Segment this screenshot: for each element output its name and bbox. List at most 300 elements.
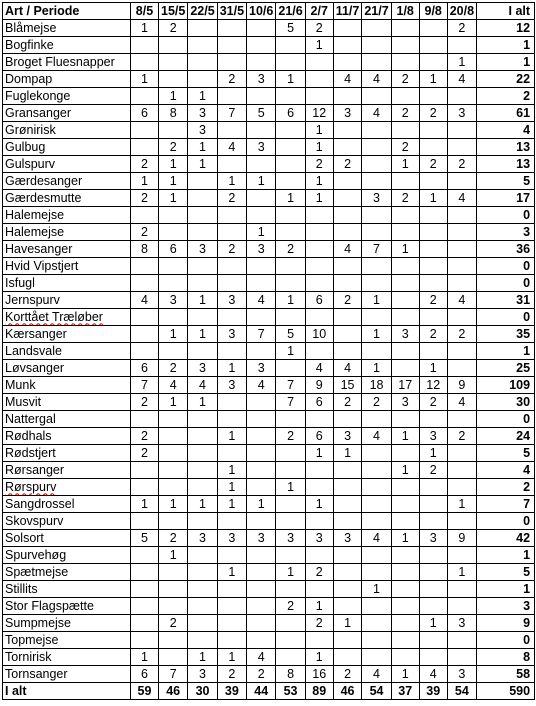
- count-cell[interactable]: [419, 241, 447, 258]
- count-cell[interactable]: 2: [333, 156, 362, 173]
- count-cell[interactable]: 2: [419, 326, 447, 343]
- species-name-cell[interactable]: Rørsanger: [3, 462, 131, 479]
- grand-total-cell[interactable]: 590: [477, 683, 535, 700]
- count-cell[interactable]: [131, 479, 159, 496]
- count-cell[interactable]: [333, 632, 362, 649]
- count-cell[interactable]: [447, 309, 476, 326]
- count-cell[interactable]: 8: [159, 105, 188, 122]
- count-cell[interactable]: [419, 598, 447, 615]
- count-cell[interactable]: [419, 122, 447, 139]
- count-cell[interactable]: [305, 513, 333, 530]
- header-period[interactable]: 9/8: [419, 3, 447, 20]
- count-cell[interactable]: [159, 479, 188, 496]
- count-cell[interactable]: 6: [276, 105, 305, 122]
- count-cell[interactable]: [247, 547, 276, 564]
- count-cell[interactable]: 8: [131, 241, 159, 258]
- count-cell[interactable]: 1: [333, 615, 362, 632]
- count-cell[interactable]: [247, 632, 276, 649]
- count-cell[interactable]: [188, 479, 217, 496]
- species-name-cell[interactable]: Korttået Træløber: [3, 309, 131, 326]
- count-cell[interactable]: 1: [276, 479, 305, 496]
- count-cell[interactable]: [217, 20, 246, 37]
- count-cell[interactable]: [159, 275, 188, 292]
- count-cell[interactable]: [131, 122, 159, 139]
- count-cell[interactable]: [159, 54, 188, 71]
- count-cell[interactable]: [419, 37, 447, 54]
- row-total-cell[interactable]: 25: [477, 360, 535, 377]
- count-cell[interactable]: [188, 513, 217, 530]
- count-cell[interactable]: [305, 275, 333, 292]
- count-cell[interactable]: [188, 309, 217, 326]
- row-total-cell[interactable]: 3: [477, 224, 535, 241]
- count-cell[interactable]: [131, 632, 159, 649]
- count-cell[interactable]: [391, 54, 419, 71]
- species-name-cell[interactable]: Kærsanger: [3, 326, 131, 343]
- species-name-cell[interactable]: Gulbug: [3, 139, 131, 156]
- count-cell[interactable]: [188, 445, 217, 462]
- count-cell[interactable]: [159, 71, 188, 88]
- count-cell[interactable]: [188, 428, 217, 445]
- count-cell[interactable]: 4: [362, 428, 391, 445]
- count-cell[interactable]: [362, 445, 391, 462]
- row-total-cell[interactable]: 1: [477, 37, 535, 54]
- count-cell[interactable]: [362, 564, 391, 581]
- count-cell[interactable]: 1: [188, 496, 217, 513]
- count-cell[interactable]: 1: [391, 241, 419, 258]
- count-cell[interactable]: 2: [333, 666, 362, 683]
- count-cell[interactable]: [391, 564, 419, 581]
- count-cell[interactable]: 1: [217, 564, 246, 581]
- count-cell[interactable]: 1: [447, 564, 476, 581]
- row-total-cell[interactable]: 61: [477, 105, 535, 122]
- count-cell[interactable]: 3: [447, 105, 476, 122]
- row-total-cell[interactable]: 4: [477, 122, 535, 139]
- count-cell[interactable]: 1: [419, 615, 447, 632]
- count-cell[interactable]: 2: [247, 666, 276, 683]
- count-cell[interactable]: [276, 411, 305, 428]
- count-cell[interactable]: 1: [276, 343, 305, 360]
- count-cell[interactable]: 1: [188, 394, 217, 411]
- count-cell[interactable]: [159, 343, 188, 360]
- count-cell[interactable]: [159, 224, 188, 241]
- count-cell[interactable]: 3: [217, 292, 246, 309]
- species-name-cell[interactable]: Havesanger: [3, 241, 131, 258]
- summary-cell[interactable]: 39: [217, 683, 246, 700]
- count-cell[interactable]: [391, 581, 419, 598]
- count-cell[interactable]: [247, 190, 276, 207]
- count-cell[interactable]: [188, 207, 217, 224]
- count-cell[interactable]: [447, 122, 476, 139]
- count-cell[interactable]: [419, 649, 447, 666]
- count-cell[interactable]: 1: [447, 54, 476, 71]
- count-cell[interactable]: [276, 139, 305, 156]
- count-cell[interactable]: 1: [391, 530, 419, 547]
- count-cell[interactable]: 2: [131, 428, 159, 445]
- count-cell[interactable]: [447, 462, 476, 479]
- count-cell[interactable]: 9: [305, 377, 333, 394]
- count-cell[interactable]: 1: [333, 445, 362, 462]
- header-period[interactable]: 1/8: [391, 3, 419, 20]
- count-cell[interactable]: 4: [419, 666, 447, 683]
- count-cell[interactable]: [131, 207, 159, 224]
- count-cell[interactable]: [391, 343, 419, 360]
- count-cell[interactable]: 3: [217, 326, 246, 343]
- count-cell[interactable]: 4: [362, 71, 391, 88]
- species-name-cell[interactable]: Sumpmejse: [3, 615, 131, 632]
- count-cell[interactable]: [419, 173, 447, 190]
- count-cell[interactable]: [159, 309, 188, 326]
- count-cell[interactable]: [447, 343, 476, 360]
- count-cell[interactable]: [419, 411, 447, 428]
- count-cell[interactable]: 2: [447, 428, 476, 445]
- count-cell[interactable]: [188, 581, 217, 598]
- count-cell[interactable]: 2: [333, 394, 362, 411]
- count-cell[interactable]: [362, 37, 391, 54]
- count-cell[interactable]: [131, 88, 159, 105]
- count-cell[interactable]: [362, 207, 391, 224]
- count-cell[interactable]: 3: [305, 530, 333, 547]
- count-cell[interactable]: 2: [447, 20, 476, 37]
- count-cell[interactable]: [447, 241, 476, 258]
- row-total-cell[interactable]: 9: [477, 615, 535, 632]
- count-cell[interactable]: [131, 598, 159, 615]
- count-cell[interactable]: [276, 173, 305, 190]
- count-cell[interactable]: 1: [188, 139, 217, 156]
- species-name-cell[interactable]: Gulspurv: [3, 156, 131, 173]
- count-cell[interactable]: [188, 411, 217, 428]
- count-cell[interactable]: 1: [419, 445, 447, 462]
- count-cell[interactable]: 2: [391, 190, 419, 207]
- count-cell[interactable]: 3: [159, 292, 188, 309]
- summary-cell[interactable]: 54: [447, 683, 476, 700]
- count-cell[interactable]: [362, 54, 391, 71]
- summary-cell[interactable]: 89: [305, 683, 333, 700]
- count-cell[interactable]: [333, 479, 362, 496]
- count-cell[interactable]: [447, 649, 476, 666]
- count-cell[interactable]: 2: [447, 156, 476, 173]
- count-cell[interactable]: 4: [247, 377, 276, 394]
- count-cell[interactable]: [188, 598, 217, 615]
- count-cell[interactable]: [305, 547, 333, 564]
- count-cell[interactable]: 1: [217, 428, 246, 445]
- species-name-cell[interactable]: Grønirisk: [3, 122, 131, 139]
- count-cell[interactable]: [447, 513, 476, 530]
- count-cell[interactable]: [217, 632, 246, 649]
- count-cell[interactable]: [362, 632, 391, 649]
- count-cell[interactable]: [333, 54, 362, 71]
- count-cell[interactable]: 2: [159, 360, 188, 377]
- count-cell[interactable]: [333, 649, 362, 666]
- count-cell[interactable]: 1: [305, 122, 333, 139]
- count-cell[interactable]: [305, 411, 333, 428]
- count-cell[interactable]: [276, 207, 305, 224]
- count-cell[interactable]: [391, 360, 419, 377]
- count-cell[interactable]: [131, 37, 159, 54]
- count-cell[interactable]: 4: [188, 377, 217, 394]
- count-cell[interactable]: 4: [217, 139, 246, 156]
- species-name-cell[interactable]: Isfugl: [3, 275, 131, 292]
- count-cell[interactable]: [159, 411, 188, 428]
- count-cell[interactable]: [447, 411, 476, 428]
- count-cell[interactable]: [419, 632, 447, 649]
- species-name-cell[interactable]: Gærdesmutte: [3, 190, 131, 207]
- count-cell[interactable]: [333, 122, 362, 139]
- count-cell[interactable]: 17: [391, 377, 419, 394]
- count-cell[interactable]: 2: [217, 666, 246, 683]
- count-cell[interactable]: [362, 615, 391, 632]
- header-species[interactable]: Art / Periode: [3, 3, 131, 20]
- count-cell[interactable]: [276, 122, 305, 139]
- count-cell[interactable]: [159, 581, 188, 598]
- count-cell[interactable]: [333, 207, 362, 224]
- row-total-cell[interactable]: 0: [477, 632, 535, 649]
- count-cell[interactable]: [333, 496, 362, 513]
- count-cell[interactable]: [159, 445, 188, 462]
- count-cell[interactable]: [391, 224, 419, 241]
- count-cell[interactable]: 1: [217, 462, 246, 479]
- row-total-cell[interactable]: 42: [477, 530, 535, 547]
- count-cell[interactable]: 1: [131, 71, 159, 88]
- count-cell[interactable]: [217, 37, 246, 54]
- count-cell[interactable]: 1: [159, 326, 188, 343]
- count-cell[interactable]: 6: [131, 105, 159, 122]
- species-name-cell[interactable]: Skovspurv: [3, 513, 131, 530]
- count-cell[interactable]: [217, 547, 246, 564]
- count-cell[interactable]: 1: [131, 649, 159, 666]
- count-cell[interactable]: 3: [188, 666, 217, 683]
- count-cell[interactable]: [305, 309, 333, 326]
- count-cell[interactable]: 3: [391, 394, 419, 411]
- header-period[interactable]: 15/5: [159, 3, 188, 20]
- count-cell[interactable]: 1: [159, 190, 188, 207]
- count-cell[interactable]: 7: [276, 377, 305, 394]
- count-cell[interactable]: [188, 190, 217, 207]
- count-cell[interactable]: [131, 547, 159, 564]
- count-cell[interactable]: [447, 479, 476, 496]
- count-cell[interactable]: [131, 139, 159, 156]
- count-cell[interactable]: [217, 513, 246, 530]
- summary-cell[interactable]: 44: [247, 683, 276, 700]
- count-cell[interactable]: [159, 207, 188, 224]
- count-cell[interactable]: 1: [188, 292, 217, 309]
- count-cell[interactable]: 2: [333, 292, 362, 309]
- count-cell[interactable]: 1: [305, 598, 333, 615]
- count-cell[interactable]: 3: [188, 122, 217, 139]
- count-cell[interactable]: 2: [447, 326, 476, 343]
- count-cell[interactable]: [276, 513, 305, 530]
- count-cell[interactable]: 3: [247, 71, 276, 88]
- count-cell[interactable]: [333, 564, 362, 581]
- row-total-cell[interactable]: 2: [477, 88, 535, 105]
- count-cell[interactable]: 1: [362, 581, 391, 598]
- count-cell[interactable]: [247, 258, 276, 275]
- count-cell[interactable]: 2: [391, 139, 419, 156]
- species-name-cell[interactable]: Jernspurv: [3, 292, 131, 309]
- count-cell[interactable]: [419, 343, 447, 360]
- count-cell[interactable]: 3: [217, 377, 246, 394]
- species-name-cell[interactable]: Løvsanger: [3, 360, 131, 377]
- count-cell[interactable]: [276, 37, 305, 54]
- count-cell[interactable]: 6: [131, 360, 159, 377]
- count-cell[interactable]: 2: [391, 105, 419, 122]
- count-cell[interactable]: [247, 428, 276, 445]
- count-cell[interactable]: 4: [333, 360, 362, 377]
- count-cell[interactable]: [305, 258, 333, 275]
- count-cell[interactable]: 7: [159, 666, 188, 683]
- count-cell[interactable]: 1: [305, 173, 333, 190]
- count-cell[interactable]: [419, 479, 447, 496]
- count-cell[interactable]: 4: [131, 292, 159, 309]
- count-cell[interactable]: 3: [419, 428, 447, 445]
- row-total-cell[interactable]: 58: [477, 666, 535, 683]
- count-cell[interactable]: [247, 598, 276, 615]
- count-cell[interactable]: 12: [419, 377, 447, 394]
- count-cell[interactable]: [305, 479, 333, 496]
- count-cell[interactable]: 8: [276, 666, 305, 683]
- count-cell[interactable]: 3: [247, 530, 276, 547]
- header-period[interactable]: 2/7: [305, 3, 333, 20]
- species-name-cell[interactable]: Hvid Vipstjert: [3, 258, 131, 275]
- count-cell[interactable]: [217, 411, 246, 428]
- count-cell[interactable]: [419, 496, 447, 513]
- header-period[interactable]: 20/8: [447, 3, 476, 20]
- count-cell[interactable]: [419, 581, 447, 598]
- count-cell[interactable]: [217, 54, 246, 71]
- count-cell[interactable]: [391, 632, 419, 649]
- count-cell[interactable]: [276, 649, 305, 666]
- species-name-cell[interactable]: Dompap: [3, 71, 131, 88]
- count-cell[interactable]: [247, 309, 276, 326]
- count-cell[interactable]: [419, 54, 447, 71]
- species-name-cell[interactable]: Spætmejse: [3, 564, 131, 581]
- summary-cell[interactable]: 46: [333, 683, 362, 700]
- count-cell[interactable]: 1: [217, 479, 246, 496]
- count-cell[interactable]: [159, 564, 188, 581]
- row-total-cell[interactable]: 7: [477, 496, 535, 513]
- count-cell[interactable]: 1: [188, 88, 217, 105]
- count-cell[interactable]: [159, 122, 188, 139]
- summary-cell[interactable]: 46: [159, 683, 188, 700]
- count-cell[interactable]: [247, 564, 276, 581]
- count-cell[interactable]: [419, 564, 447, 581]
- count-cell[interactable]: 4: [333, 241, 362, 258]
- count-cell[interactable]: 1: [276, 292, 305, 309]
- count-cell[interactable]: 1: [131, 20, 159, 37]
- count-cell[interactable]: 3: [333, 105, 362, 122]
- count-cell[interactable]: [362, 88, 391, 105]
- count-cell[interactable]: [447, 360, 476, 377]
- count-cell[interactable]: 4: [447, 394, 476, 411]
- count-cell[interactable]: [276, 54, 305, 71]
- species-name-cell[interactable]: Stor Flagspætte: [3, 598, 131, 615]
- count-cell[interactable]: 3: [247, 139, 276, 156]
- count-cell[interactable]: [217, 598, 246, 615]
- summary-cell[interactable]: 53: [276, 683, 305, 700]
- count-cell[interactable]: 1: [188, 649, 217, 666]
- count-cell[interactable]: [419, 139, 447, 156]
- count-cell[interactable]: 1: [217, 649, 246, 666]
- count-cell[interactable]: [159, 598, 188, 615]
- count-cell[interactable]: [362, 20, 391, 37]
- count-cell[interactable]: [247, 581, 276, 598]
- count-cell[interactable]: 4: [447, 292, 476, 309]
- count-cell[interactable]: [391, 547, 419, 564]
- header-period[interactable]: 22/5: [188, 3, 217, 20]
- count-cell[interactable]: [247, 275, 276, 292]
- count-cell[interactable]: [131, 54, 159, 71]
- count-cell[interactable]: [217, 156, 246, 173]
- count-cell[interactable]: [362, 309, 391, 326]
- count-cell[interactable]: [188, 71, 217, 88]
- count-cell[interactable]: 12: [305, 105, 333, 122]
- count-cell[interactable]: 3: [391, 326, 419, 343]
- count-cell[interactable]: [419, 88, 447, 105]
- count-cell[interactable]: 1: [305, 190, 333, 207]
- count-cell[interactable]: 2: [391, 71, 419, 88]
- count-cell[interactable]: [447, 258, 476, 275]
- count-cell[interactable]: 4: [447, 190, 476, 207]
- count-cell[interactable]: [333, 20, 362, 37]
- count-cell[interactable]: 3: [247, 360, 276, 377]
- count-cell[interactable]: [188, 37, 217, 54]
- count-cell[interactable]: [188, 462, 217, 479]
- row-total-cell[interactable]: 0: [477, 513, 535, 530]
- count-cell[interactable]: [362, 462, 391, 479]
- count-cell[interactable]: [217, 343, 246, 360]
- count-cell[interactable]: 2: [276, 428, 305, 445]
- summary-cell[interactable]: 39: [419, 683, 447, 700]
- count-cell[interactable]: [305, 632, 333, 649]
- species-name-cell[interactable]: Solsort: [3, 530, 131, 547]
- count-cell[interactable]: [391, 275, 419, 292]
- count-cell[interactable]: 2: [305, 156, 333, 173]
- count-cell[interactable]: [333, 598, 362, 615]
- count-cell[interactable]: [276, 445, 305, 462]
- species-name-cell[interactable]: Musvit: [3, 394, 131, 411]
- count-cell[interactable]: 1: [391, 666, 419, 683]
- count-cell[interactable]: [188, 173, 217, 190]
- count-cell[interactable]: 1: [131, 496, 159, 513]
- count-cell[interactable]: 4: [247, 649, 276, 666]
- count-cell[interactable]: [333, 326, 362, 343]
- species-name-cell[interactable]: Stillits: [3, 581, 131, 598]
- count-cell[interactable]: [247, 343, 276, 360]
- species-name-cell[interactable]: Landsvale: [3, 343, 131, 360]
- count-cell[interactable]: [333, 581, 362, 598]
- count-cell[interactable]: 3: [447, 666, 476, 683]
- count-cell[interactable]: 16: [305, 666, 333, 683]
- count-cell[interactable]: [276, 615, 305, 632]
- count-cell[interactable]: [217, 615, 246, 632]
- row-total-cell[interactable]: 1: [477, 581, 535, 598]
- count-cell[interactable]: 1: [159, 88, 188, 105]
- count-cell[interactable]: [305, 241, 333, 258]
- species-name-cell[interactable]: Rødstjert: [3, 445, 131, 462]
- count-cell[interactable]: [276, 88, 305, 105]
- row-total-cell[interactable]: 8: [477, 649, 535, 666]
- count-cell[interactable]: [159, 632, 188, 649]
- row-total-cell[interactable]: 13: [477, 156, 535, 173]
- count-cell[interactable]: [247, 411, 276, 428]
- count-cell[interactable]: [391, 292, 419, 309]
- count-cell[interactable]: [333, 173, 362, 190]
- row-total-cell[interactable]: 12: [477, 20, 535, 37]
- count-cell[interactable]: 2: [131, 224, 159, 241]
- count-cell[interactable]: [217, 581, 246, 598]
- header-period[interactable]: 11/7: [333, 3, 362, 20]
- count-cell[interactable]: [447, 598, 476, 615]
- count-cell[interactable]: 1: [391, 156, 419, 173]
